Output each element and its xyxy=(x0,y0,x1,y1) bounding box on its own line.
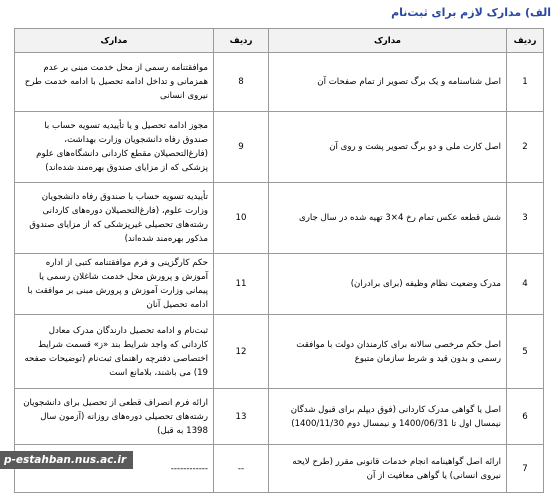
document-cell: مدرک وضعیت نظام وظیفه (برای برادران) xyxy=(269,254,507,315)
document-cell-2: ------------ xyxy=(15,445,214,493)
row-number: 7 xyxy=(507,445,544,493)
row-number: 5 xyxy=(507,315,544,389)
row-number-2: 11 xyxy=(214,254,269,315)
header-row-number-2: ردیف xyxy=(214,29,269,53)
table-row xyxy=(15,112,544,183)
header-documents-2: مدارک xyxy=(15,29,214,53)
table-row xyxy=(15,254,544,315)
document-cell: ارائه اصل گواهینامه انجام خدمات قانونی مقرر (طرح لایحه نیروی انسانی) یا گواهی معافیت از آن xyxy=(269,445,507,493)
row-number-2: 8 xyxy=(214,53,269,112)
document-cell-2: مجوز ادامه تحصیل و یا تأییدیه تسویه حساب با صندوق رفاه دانشجویان وزارت بهداشت، (فارغ‌التحصیلان مقطع کاردانی دانشگاه‌های علوم پزشکی که از مزایای صندوق بهره‌مند شده‌اند) xyxy=(15,112,214,183)
row-number-2: 9 xyxy=(214,112,269,183)
table-row xyxy=(15,183,544,254)
table-row xyxy=(15,389,544,445)
header-row-number: ردیف xyxy=(507,29,544,53)
table-row xyxy=(15,315,544,389)
row-number: 6 xyxy=(507,389,544,445)
document-cell: اصل حکم مرخصی سالانه برای کارمندان دولت با موافقت رسمی و بدون قید و شرط سازمان متبوع xyxy=(269,315,507,389)
row-number: 4 xyxy=(507,254,544,315)
document-cell: اصل یا گواهی مدرک کاردانی (فوق دیپلم برای قبول شدگان نیمسال اول تا 1400/06/31 و نیمسال دوم 1400/11/30) xyxy=(269,389,507,445)
table-row xyxy=(15,53,544,112)
row-number-2: 13 xyxy=(214,389,269,445)
documents-table xyxy=(14,28,544,493)
table-header-row xyxy=(15,29,544,53)
header-documents: مدارک xyxy=(269,29,507,53)
row-number-2: 10 xyxy=(214,183,269,254)
row-number-2: 12 xyxy=(214,315,269,389)
document-cell-2: موافقتنامه رسمی از محل خدمت مبنی بر عدم همزمانی و تداخل ادامه تحصیل با ادامه خدمت طرح نیروی انسانی xyxy=(15,53,214,112)
row-number-2: -- xyxy=(214,445,269,493)
row-number: 2 xyxy=(507,112,544,183)
document-cell-2: تأییدیه تسویه حساب با صندوق رفاه دانشجویان وزارت علوم، (فارغ‌التحصیلان دوره‌های کاردانی رشته‌های تحصیلی غیرپزشکی که از مزایای صندوق مذکور بهره‌مند شده‌اند) xyxy=(15,183,214,254)
page-title: الف) مدارک لازم برای ثبت‌نام xyxy=(391,6,551,19)
document-cell-2: حکم کارگزینی و فرم موافقتنامه کتبی از اداره آموزش و پرورش محل خدمت شاغلان رسمی یا پیمانی وزارت آموزش و پرورش مبنی بر موافقت با ادامه تحصیل آنان xyxy=(15,254,214,315)
site-watermark: p-estahban.nus.ac.ir xyxy=(0,451,133,469)
document-cell-2: ثبت‌نام و ادامه تحصیل دارندگان مدرک معادل کاردانی که واجد شرایط بند «ز» قسمت شرایط اختصاصی دفترچه راهنمای ثبت‌نام (توضیحات صفحه 19) می باشند، بلامانع است xyxy=(15,315,214,389)
row-number: 1 xyxy=(507,53,544,112)
document-cell: اصل شناسنامه و یک برگ تصویر از تمام صفحات آن xyxy=(269,53,507,112)
document-cell: شش قطعه عکس تمام رخ 4×3 تهیه شده در سال جاری xyxy=(269,183,507,254)
document-cell-2: ارائه فرم انصراف قطعی از تحصیل برای دانشجویان رشته‌های تحصیلی دوره‌های روزانه (آزمون سال 1398 به قبل) xyxy=(15,389,214,445)
row-number: 3 xyxy=(507,183,544,254)
document-cell: اصل کارت ملی و دو برگ تصویر پشت و روی آن xyxy=(269,112,507,183)
